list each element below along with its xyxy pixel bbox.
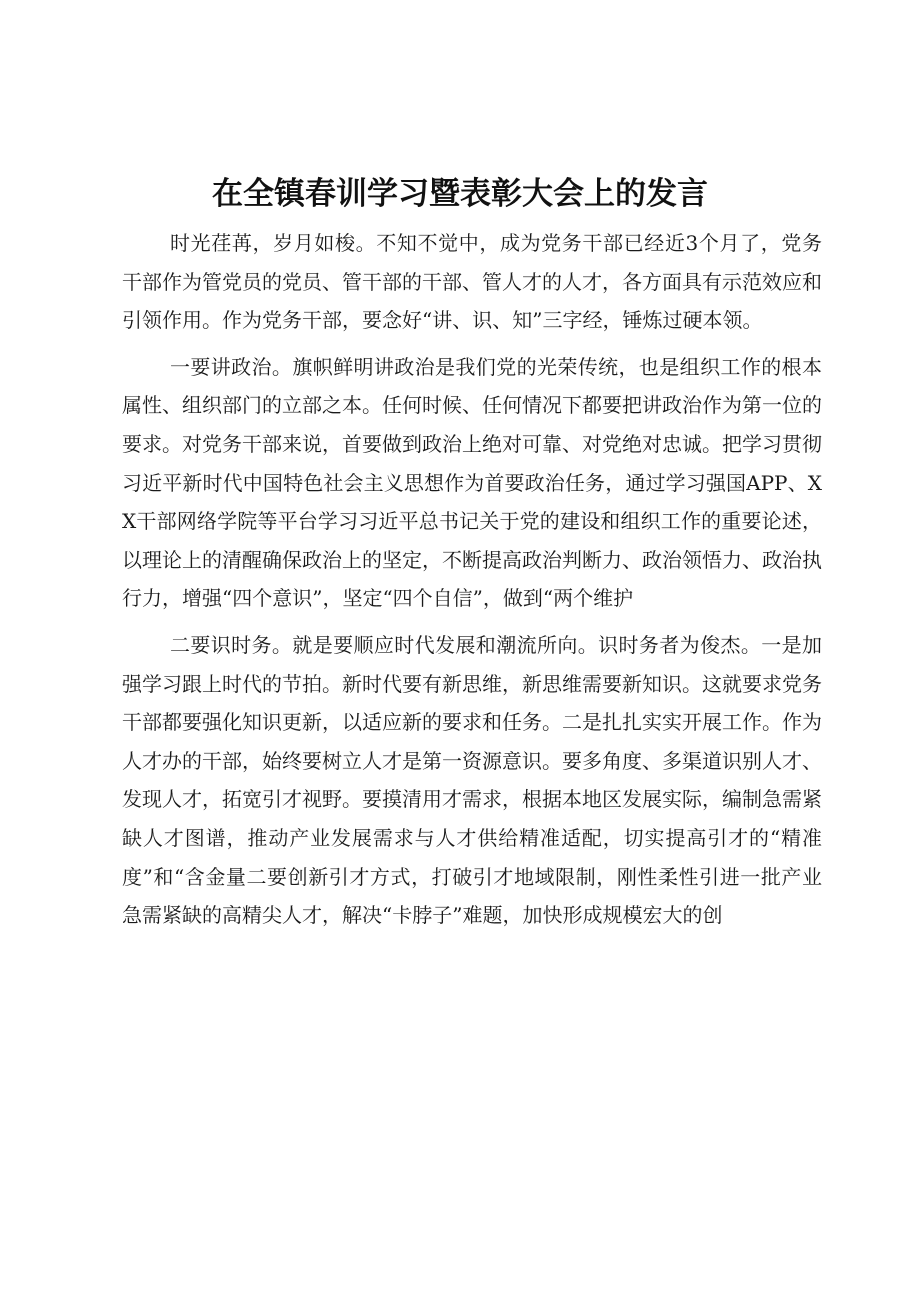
- document-title: 在全镇春训学习暨表彰大会上的发言: [212, 176, 708, 212]
- paragraph-times: 二要识时务。就是要顺应时代发展和潮流所向。识时务者为俊杰。一是加强学习跟上时代的节拍。新时代要有新思维，新思维需要新知识。这就要求党务干部都要强化知识更新，以适应新的要求和任务。二是扎扎实实开展工作。作为人才办的干部，始终要树立人才是第一资源意识。要多角度、多渠道识别人才、发现人才，拓宽引才视野。要摸清用才需求，根据本地区发展实际，编制急需紧缺人才图谱，推动产业发展需求与人才供给精准适配，切实提高引才的“精准度”和“含金量二要创新引才方式，打破引才地域限制，刚性柔性引进一批产业急需紧缺的高精尖人才，解决“卡脖子”难题，加快形成规模宏大的创: [122, 632, 822, 928]
- paragraph-intro: 时光荏苒，岁月如梭。不知不觉中，成为党务干部已经近3个月了，党务干部作为管党员的党员、管干部的干部、管人才的人才，各方面具有示范效应和引领作用。作为党务干部，要念好“讲、识、知”三字经，锤炼过硬本领。: [122, 231, 822, 333]
- paragraph-politics: 一要讲政治。旗帜鲜明讲政治是我们党的光荣传统，也是组织工作的根本属性、组织部门的立部之本。任何时候、任何情况下都要把讲政治作为第一位的要求。对党务干部来说，首要做到政治上绝对可靠、对党绝对忠诚。把学习贯彻习近平新时代中国特色社会主义思想作为首要政治任务，通过学习强国APP、XX干部网络学院等平台学习习近平总书记关于党的建设和组织工作的重要论述，以理论上的清醒确保政治上的坚定，不断提高政治判断力、政治领悟力、政治执行力，增强“四个意识”，坚定“四个自信”，做到“两个维护: [122, 354, 822, 611]
- document-body: [122, 224, 822, 943]
